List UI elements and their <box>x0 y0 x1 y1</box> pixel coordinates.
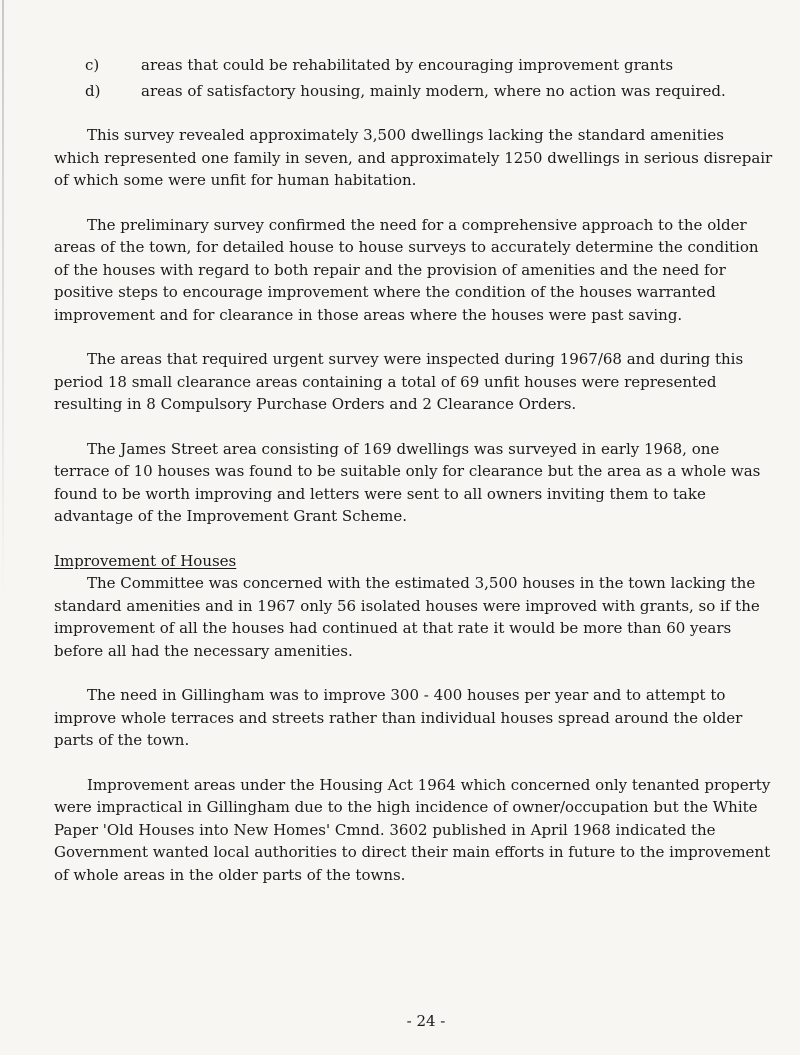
list-item-d <box>85 80 774 103</box>
list-marker: c) <box>85 56 100 74</box>
list-marker: d) <box>85 81 101 100</box>
paragraph-improvement-areas: Improvement areas under the Housing Act 1964 which concerned only tenanted property were impractical in Gillingham due to the high incidence of owner/occupation but the White Paper 'Old Houses into New Homes' Cmnd. 3602 published in April 1968 indicated the Government wanted local authorities to direct their main efforts in future to the improvement of whole areas in the older parts of the towns. <box>54 775 771 884</box>
paragraph-committee-concern: The Committee was concerned with the estimated 3,500 houses in the town lacking the standard amenities and in 1967 only 56 isolated houses were improved with grants, so if the improvement of all the houses had continued at that rate it would be more than 60 years before all had the necessary amenities. <box>54 574 760 660</box>
paragraph-urgent-survey: The areas that required urgent survey were inspected during 1967/68 and during this period 18 small clearance areas containing a total of 69 unfit houses were represented resulting in 8 Compulsory Purchase Orders and 2 Clearance Orders. <box>54 350 744 413</box>
section-heading: Improvement of Houses <box>54 551 237 570</box>
list-item-c <box>85 54 774 77</box>
page-edge-shadow <box>2 0 4 600</box>
paragraph-preliminary-survey: The preliminary survey confirmed the need for a comprehensive approach to the older areas of the town, for detailed house to house surveys to accurately determine the condition of the houses with regard to both repair and the provision of amenities and the need for positive steps to encourage improvement where the condition of the houses warranted improvement and for clearance in those areas where the houses were past saving. <box>54 215 759 324</box>
document-page <box>54 54 774 886</box>
paragraph-james-street: The James Street area consisting of 169 dwellings was surveyed in early 1968, one terrace of 10 houses was found to be suitable only for clearance but the area as a whole was found to be worth improving and letters were sent to all owners inviting them to take advantage of the Improvement Grant Scheme. <box>54 439 761 525</box>
paragraph-survey-results: This survey revealed approximately 3,500 dwellings lacking the standard amenities which represented one family in seven, and approximately 1250 dwellings in serious disrepair of which some were unfit for human habitation. <box>54 126 773 189</box>
list-item-text: areas that could be rehabilitated by encouraging improvement grants <box>141 56 674 74</box>
list-item-text: areas of satisfactory housing, mainly modern, where no action was required. <box>141 81 726 100</box>
paragraph-gillingham-need: The need in Gillingham was to improve 300 - 400 houses per year and to attempt to improve whole terraces and streets rather than individual houses spread around the older parts of the town. <box>54 686 743 749</box>
page-number: - 24 - <box>406 1012 446 1030</box>
